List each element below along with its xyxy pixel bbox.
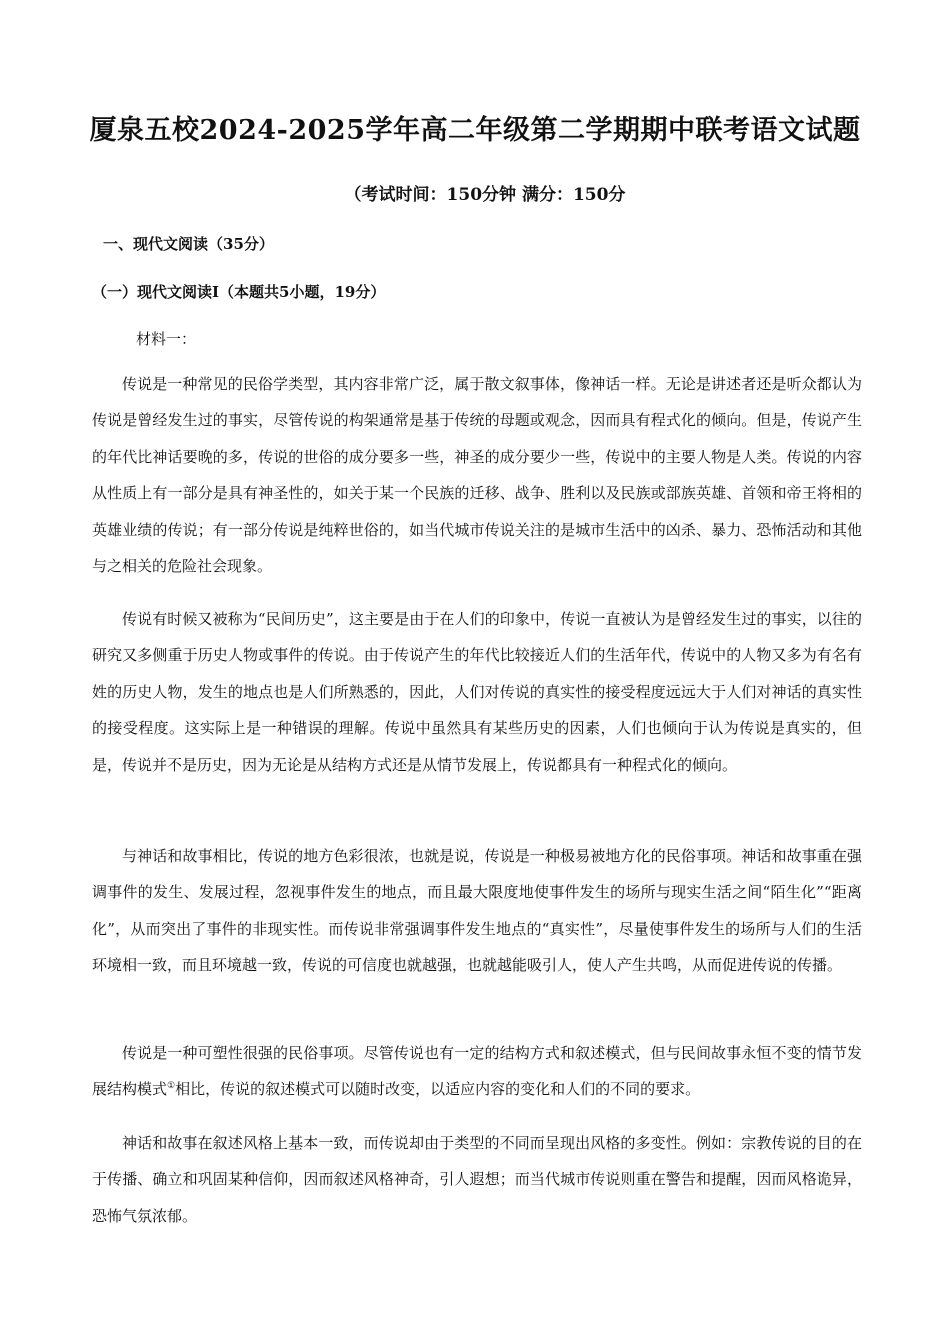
exam-title: 厦泉五校2024-2025学年高二年级第二学期期中联考语文试题 bbox=[89, 115, 861, 146]
paragraph: 神话和故事在叙述风格上基本一致，而传说却由于类型的不同而呈现出风格的多变性。例如：宗教传说的目的在于传播、确立和巩固某种信仰，因而叙述风格神奇，引人遐想；而当代城市传说则重在警告和提醒，因而风格诡异，恐怖气氛浓郁。 bbox=[92, 1134, 862, 1225]
section-heading: 一、现代文阅读（35分） bbox=[103, 235, 274, 253]
paragraph-1-block bbox=[92, 366, 862, 584]
exam-subtitle: （考试时间：150分钟 满分：150分 bbox=[344, 185, 626, 205]
footnote-marker: ① bbox=[167, 1081, 176, 1092]
paragraph-text-after-note: 相比，传说的叙述模式可以随时改变，以适应内容的变化和人们的不同的要求。 bbox=[175, 1080, 701, 1099]
paragraph-3-block bbox=[92, 838, 862, 984]
paragraph bbox=[92, 1035, 862, 1108]
paragraph: 传说是一种常见的民俗学类型，其内容非常广泛，属于散文叙事体，像神话一样。无论是讲述者还是听众都认为传说是曾经发生过的事实，尽管传说的构架通常是基于传统的母题或观念，因而具有程式化的倾向。但是，传说产生的年代比神话要晚的多，传说的世俗的成分要多一些，神圣的成分要少一些，传说中的主要人物是人类。传说的内容从性质上有一部分是具有神圣性的，如关于某一个民族的迁移、战争、胜利以及民族或部族英雄、首领和帝王将相的英雄业绩的传说；有一部分传说是纯粹世俗的，如当代城市传说关注的是城市生活中的凶杀、暴力、恐怖活动和其他与之相关的危险社会现象。 bbox=[92, 375, 862, 576]
subsection-heading: （一）现代文阅读Ⅰ（本题共5小题，19分） bbox=[92, 283, 386, 301]
paragraph-4-block bbox=[92, 1035, 862, 1108]
paragraph: 与神话和故事相比，传说的地方色彩很浓，也就是说，传说是一种极易被地方化的民俗事项。神话和故事重在强调事件的发生、发展过程，忽视事件发生的地点，而且最大限度地使事件发生的场所与现实生活之间“陌生化”“距离化”，从而突出了事件的非现实性。而传说非常强调事件发生地点的“真实性”，尽量使事件发生的场所与人们的生活环境相一致，而且环境越一致，传说的可信度也就越强，也就越能吸引人，使人产生共鸣，从而促进传说的传播。 bbox=[92, 847, 862, 975]
material-label: 材料一： bbox=[136, 330, 197, 348]
paragraph-2-block bbox=[92, 601, 862, 783]
paragraph-text-before-note: 传说是一种可塑性很强的民俗事项。尽管传说也有一定的结构方式和叙述模式，但与民间故事永恒不变的情节发展结构模式 bbox=[92, 1044, 862, 1099]
paragraph: 传说有时候又被称为“民间历史”，这主要是由于在人们的印象中，传说一直被认为是曾经发生过的事实，以往的研究又多侧重于历史人物或事件的传说。由于传说产生的年代比较接近人们的生活年代，传说中的人物又多为有名有姓的历史人物，发生的地点也是人们所熟悉的，因此，人们对传说的真实性的接受程度远远大于人们对神话的真实性的接受程度。这实际上是一种错误的理解。传说中虽然具有某些历史的因素，人们也倾向于认为传说是真实的，但是，传说并不是历史，因为无论是从结构方式还是从情节发展上，传说都具有一种程式化的倾向。 bbox=[92, 610, 862, 774]
paragraph-5-block bbox=[92, 1125, 862, 1234]
